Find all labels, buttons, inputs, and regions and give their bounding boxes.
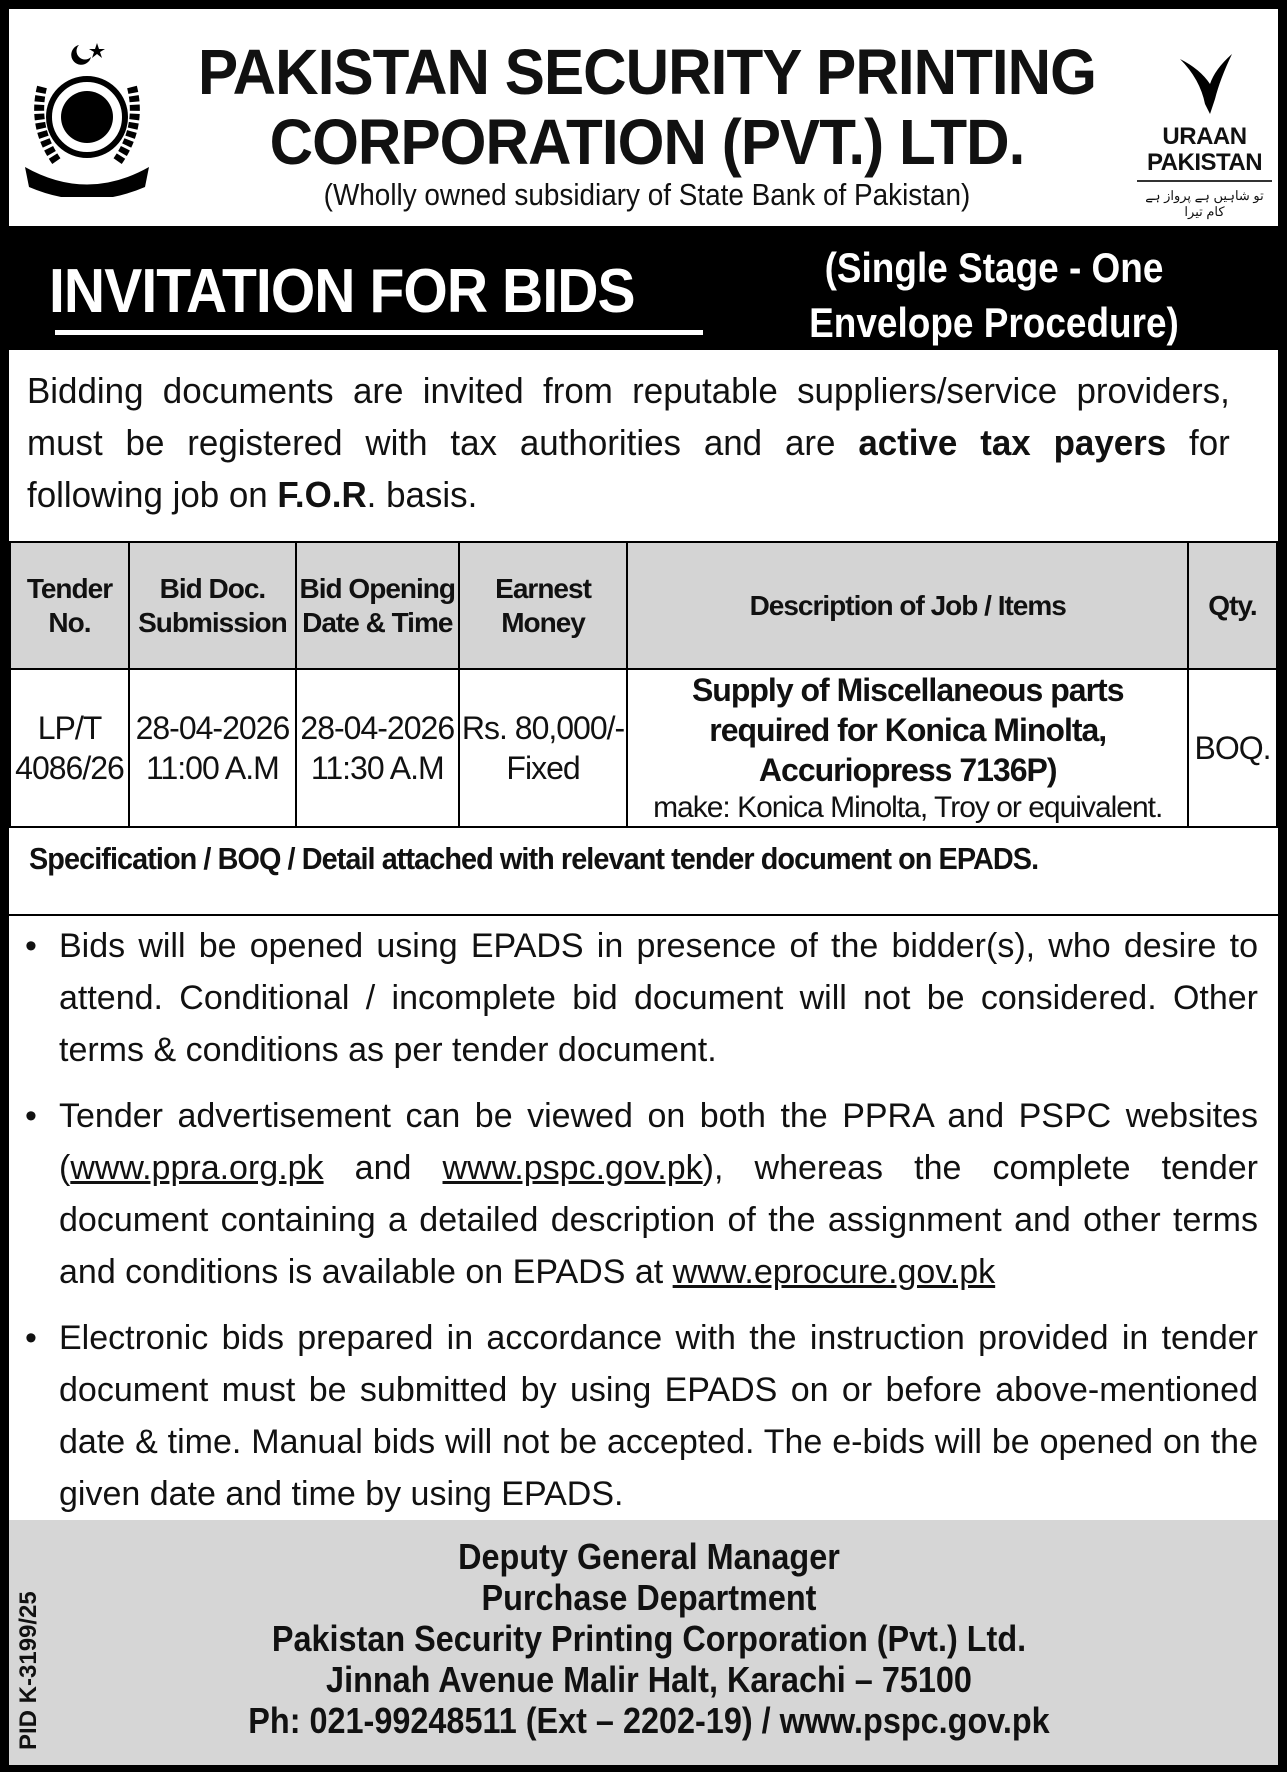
contact-title: Deputy General Manager [458, 1536, 840, 1577]
table-row [10, 669, 1277, 827]
contact-department: Purchase Department [481, 1577, 817, 1618]
description-make: make: Konica Minolta, Troy or equivalent. [653, 791, 1163, 824]
contact-address: Jinnah Avenue Malir Halt, Karachi – 75100 [326, 1659, 972, 1700]
uraan-pakistan-logo [1137, 49, 1272, 220]
uraan-text: URAAN [1162, 123, 1247, 150]
opening-cell [296, 669, 459, 827]
invitation-title: INVITATION FOR BIDS [49, 257, 635, 326]
spec-note: Specification / BOQ / Detail attached with relevant tender document on EPADS. [29, 841, 1039, 876]
tender-no: LP/T 4086/26 [10, 669, 129, 827]
title-band [9, 226, 1278, 350]
intro-paragraph [27, 365, 1230, 521]
col-tender-no: Tender No. [10, 542, 129, 669]
org-name-line2: CORPORATION (PVT.) LTD. [269, 106, 1025, 178]
bullet-text: Tender advertisement can be viewed on both the PPRA and PSPC websites ( [59, 1097, 1258, 1187]
tender-table [9, 541, 1278, 828]
opening-date: 28-04-2026 [300, 710, 455, 746]
procedure-line2: Envelope Procedure) [809, 299, 1179, 346]
procedure-line1: (Single Stage - One [824, 244, 1164, 291]
list-item: • Electronic bids prepared in accordance with the instruction provided in tender document must be submitted by using EPADS on or before above-mentioned date & time. Manual bids will not be accepted. The e-bids will be opened on the given date and time by using EPADS. [9, 1312, 1278, 1520]
bullet-text: and [323, 1149, 443, 1187]
contact-phone: Ph: 021-99248511 (Ext – 2202-19) / www.pspc.gov.pk [248, 1700, 1050, 1741]
earnest-note: Fixed [506, 750, 580, 786]
submission-cell [129, 669, 296, 827]
eagle-icon [1170, 49, 1240, 119]
description-main: Supply of Miscellaneous parts required for Konica Minolta, Accuriopress 7136P) [691, 672, 1124, 788]
advertisement [9, 9, 1278, 1765]
col-earnest: Earnest Money [459, 542, 628, 669]
procedure-label [796, 240, 1192, 350]
bullet-text: ), whereas the complete tender document containing a detailed description of the assignment and other terms and conditions is available on EPADS at [59, 1149, 1259, 1291]
intro-text: Bidding documents are invited from reputable suppliers/service providers, must be registered with tax authorities and are [27, 370, 1230, 463]
eprocure-link[interactable]: www.eprocure.gov.pk [672, 1253, 996, 1291]
earnest-amount: Rs. 80,000/- [461, 710, 625, 746]
intro-text: for following job on [27, 422, 1230, 515]
state-emblem-icon [17, 37, 157, 197]
col-description: Description of Job / Items [627, 542, 1188, 669]
col-qty: Qty. [1188, 542, 1277, 669]
list-item [9, 1090, 1278, 1298]
intro-bold: F.O.R [277, 474, 367, 515]
intro-bold: active tax payers [858, 422, 1167, 463]
description-cell [627, 669, 1188, 827]
ppra-link[interactable]: www.ppra.org.pk [70, 1149, 324, 1187]
col-submission: Bid Doc. Submission [129, 542, 296, 669]
subtitle: (Wholly owned subsidiary of State Bank of Pakistan) [323, 177, 971, 212]
contact-org: Pakistan Security Printing Corporation (Pvt.) Ltd. [271, 1618, 1027, 1659]
intro-text: . basis. [366, 474, 478, 515]
pspc-link[interactable]: www.pspc.gov.pk [442, 1149, 703, 1187]
submission-date: 28-04-2026 [135, 710, 290, 746]
qty: BOQ. [1188, 669, 1277, 827]
pakistan-text: PAKISTAN [1146, 149, 1263, 176]
earnest-cell [459, 669, 628, 827]
terms-list [9, 914, 1278, 1534]
list-item: • Bids will be opened using EPADS in presence of the bidder(s), who desire to attend. Conditional / incomplete bid document will not be considered. Other terms & conditions as per tender document. [9, 920, 1278, 1076]
pid-number: PID K-3199/25 [15, 1591, 42, 1750]
opening-time: 11:30 A.M [310, 750, 444, 786]
urdu-tagline: تو شاہیں ہے پرواز ہے کام تیرا [1137, 180, 1272, 220]
table-header-row [10, 542, 1277, 669]
title-underline [55, 330, 703, 335]
col-opening: Bid Opening Date & Time [296, 542, 459, 669]
org-name-line1: PAKISTAN SECURITY PRINTING [197, 36, 1097, 108]
contact-footer [9, 1520, 1278, 1765]
submission-time: 11:00 A.M [146, 750, 279, 786]
header [9, 9, 1278, 226]
